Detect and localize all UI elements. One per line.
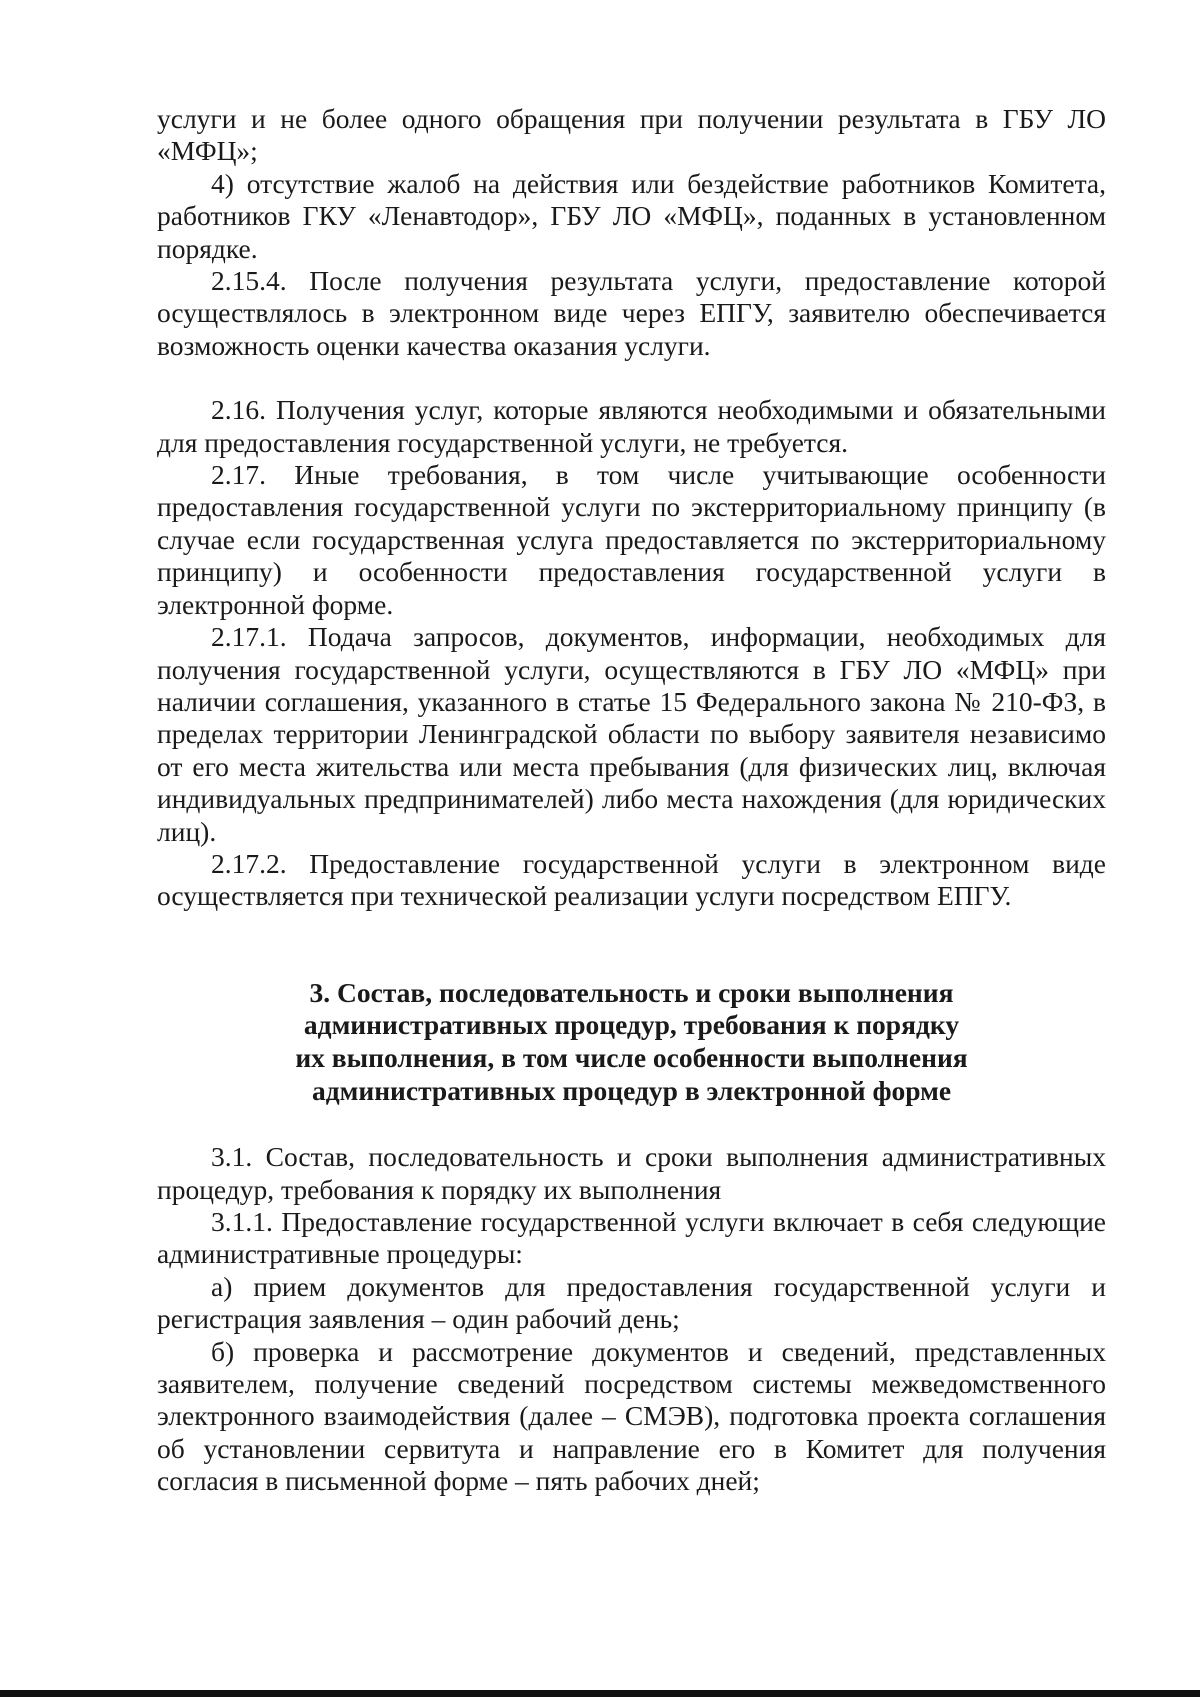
- paragraph-item-4: 4) отсутствие жалоб на действия или бездействие работников Комитета, работников ГКУ «Ленавтодор», ГБУ ЛО «МФЦ», поданных в установленном порядке.: [157, 167, 1106, 264]
- paragraph-continuation: услуги и не более одного обращения при получении результата в ГБУ ЛО «МФЦ»;: [157, 103, 1106, 167]
- paragraph-2-15-4: 2.15.4. После получения результата услуги, предоставление которой осуществлялось в электронном виде через ЕПГУ, заявителю обеспечивается возможность оценки качества оказания услуги.: [157, 265, 1106, 361]
- paragraph-2-16: 2.16. Получения услуг, которые являются необходимыми и обязательными для предоставления государственной услуги, не требуется.: [157, 394, 1106, 458]
- paragraph-2-17-1: 2.17.1. Подача запросов, документов, информации, необходимых для получения государственной услуги, осуществляются в ГБУ ЛО «МФЦ» при наличии соглашения, указанного в статье 15 Федерального закона № 210-ФЗ, в пределах территории Ленинградской области по выбору заявителя независимо от его места жительства или места пребывания (для физических лиц, включая индивидуальных предпринимателей) либо места нахождения (для юридических лиц).: [157, 621, 1106, 847]
- paragraph-2-17: 2.17. Иные требования, в том числе учитывающие особенности предоставления государственной услуги по экстерриториальному принципу (в случае если государственная услуга предоставляется по экстерриториальному принципу) и особенности предоставления государственной услуги в электронной форме.: [157, 459, 1106, 620]
- section-heading-line: их выполнения, в том числе особенности выполнения: [295, 1041, 968, 1073]
- paragraph-3-1: 3.1. Состав, последовательность и сроки выполнения административных процедур, требования к порядку их выполнения: [157, 1141, 1106, 1205]
- paragraph-item-a: а) прием документов для предоставления государственной услуги и регистрация заявления – один рабочий день;: [157, 1270, 1106, 1335]
- paragraph-item-b: б) проверка и рассмотрение документов и сведений, представленных заявителем, получение сведений посредством системы межведомственного электронного взаимодействия (далее – СМЭВ), подготовка проекта соглашения об установлении сервитута и направление его в Комитет для получения согласия в письменной форме – пять рабочих дней;: [157, 1335, 1106, 1497]
- scan-border: [0, 1690, 1200, 1697]
- paragraph-3-1-1: 3.1.1. Предоставление государственной услуги включает в себя следующие административные процедуры:: [157, 1205, 1106, 1270]
- section-heading: [272, 977, 992, 1107]
- section-heading-line: 3. Состав, последовательность и сроки выполнения: [309, 976, 954, 1008]
- document-page: [157, 103, 1106, 1498]
- section-heading-line: административных процедур в электронной форме: [311, 1074, 952, 1106]
- blank-line: [157, 362, 1106, 394]
- section-heading-line: административных процедур, требования к порядку: [303, 1009, 960, 1041]
- paragraph-2-17-2: 2.17.2. Предоставление государственной услуги в электронном виде осуществляется при технической реализации услуги посредством ЕПГУ.: [157, 847, 1106, 912]
- blank-line: [157, 1107, 1106, 1141]
